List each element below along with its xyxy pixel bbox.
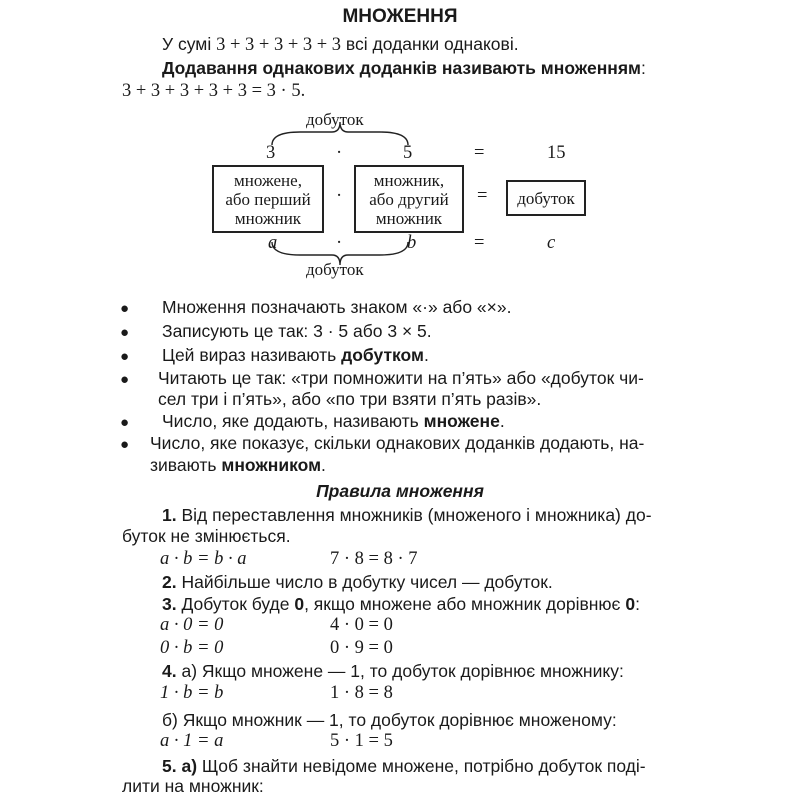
bullet-text-4-line-2: сел три і п’ять», або «по три взяти п’ять разів».	[158, 389, 542, 409]
rule-3-ex1a-text: a · 0 = 0	[160, 615, 224, 635]
rule-1-number: 1.	[162, 505, 177, 525]
bullet-3-post: .	[423, 345, 429, 365]
rule-1-example-b: 7 · 8 = 8 · 7	[330, 549, 418, 569]
multiplicand-box	[212, 165, 324, 233]
rule-3-number: 3.	[162, 594, 177, 614]
bullet-6-post: .	[321, 455, 326, 475]
multiplier-line-3: множник	[375, 208, 443, 228]
bullet-6-bold: множником	[221, 455, 322, 475]
definition-text: Додавання однакових доданків називають множенням	[162, 58, 641, 78]
top-equals: =	[474, 143, 485, 163]
multiplier-line-1: множник,	[373, 170, 445, 190]
bullet-text-5	[162, 411, 505, 432]
bullet-6-pre: зивають	[150, 455, 222, 475]
bullet-5-post: .	[499, 411, 505, 431]
bullet-text-6-line-2	[150, 455, 326, 476]
bottom-b: b	[407, 233, 417, 253]
bullet-5-bold: множене	[423, 411, 500, 431]
multiplicand-line-1: множене,	[234, 170, 302, 190]
bullet-dot-5: ●	[120, 414, 130, 431]
rule-3-example-1a	[160, 615, 223, 636]
rule-1-text-1: Від переставлення множників (множеного і множника) до-	[176, 505, 652, 525]
box-dot: ·	[336, 186, 343, 206]
rule-2	[162, 572, 553, 593]
rule-4-number: 4.	[162, 661, 177, 681]
bullet-text-3	[162, 345, 429, 366]
intro-sum-expression: 3 + 3 + 3 + 3 + 3	[216, 35, 342, 55]
rule-2-number: 2.	[162, 572, 177, 592]
bottom-dot: ·	[336, 233, 343, 253]
definition-colon: :	[641, 58, 646, 78]
rule-5-line-2: лити на множник:	[122, 776, 264, 796]
multiplier-line-2: або другий	[369, 189, 449, 209]
rule-4a-example-b: 1 · 8 = 8	[330, 683, 393, 703]
multiplier-box	[354, 165, 464, 233]
bullet-dot-4: ●	[120, 371, 130, 388]
rule-4b-example-b: 5 · 1 = 5	[330, 731, 393, 751]
bottom-brace-label: добуток	[306, 260, 364, 279]
rule-4b-example-a: a · 1 = a	[160, 731, 224, 751]
multiplicand-line-3: множник	[234, 208, 302, 228]
rule-3	[162, 594, 640, 615]
bottom-a: a	[268, 233, 278, 253]
bottom-c: c	[547, 233, 556, 253]
multiplicand-line-2: або перший	[225, 189, 311, 209]
top-brace-label: добуток	[306, 110, 364, 129]
bullet-5-pre: Число, яке додають, називають	[162, 411, 424, 431]
intro-text-a: У сумі	[162, 34, 217, 54]
rule-3-example-1b: 4 · 0 = 0	[330, 615, 393, 635]
rule-3-example-2a	[160, 638, 223, 659]
rule-4b: б) Якщо множник — 1, то добуток дорівнює множеному:	[162, 710, 617, 730]
rule-3-pre: Добуток буде	[176, 594, 295, 614]
bullet-dot-1: ●	[120, 300, 130, 317]
rule-5-number: 5. а)	[162, 756, 198, 776]
bullet-text-2: Записують це так: 3 · 5 або 3 × 5.	[162, 321, 432, 341]
bullet-dot-3: ●	[120, 348, 130, 365]
intro-equation: 3 + 3 + 3 + 3 + 3 = 3 · 5.	[122, 81, 306, 101]
box-equals: =	[477, 186, 488, 206]
rule-1-line-1	[162, 505, 652, 526]
rule-4a-text: а) Якщо множене — 1, то добуток дорівнює множнику:	[176, 661, 624, 681]
rule-1-example-a: a · b = b · a	[160, 549, 247, 569]
bullet-dot-2: ●	[120, 324, 130, 341]
top-fifteen: 15	[547, 143, 566, 163]
rule-3-end: :	[635, 594, 640, 614]
bullet-text-4-line-1: Читають це так: «три помножити на п’ять» або «добуток чи-	[158, 368, 644, 388]
rules-heading: Правила множення	[316, 481, 484, 501]
rule-3-zero-1: 0	[294, 594, 305, 614]
rule-3-ex2a-text: 0 · b = 0	[160, 638, 224, 658]
rule-2-text: Найбільше число в добутку чисел — добуток.	[176, 572, 553, 592]
rule-3-mid: , якщо множене або множник дорівнює	[304, 594, 626, 614]
rule-3-example-2b: 0 · 9 = 0	[330, 638, 393, 658]
bottom-equals: =	[474, 233, 485, 253]
page-title: МНОЖЕННЯ	[342, 6, 458, 27]
product-box: добуток	[506, 180, 586, 216]
top-five: 5	[403, 143, 413, 163]
rule-5-text-1: Щоб знайти невідоме множене, потрібно добуток поді-	[197, 756, 646, 776]
bullet-text-6-line-1: Число, яке показує, скільки однакових доданків додають, на-	[150, 433, 645, 453]
top-three: 3	[266, 143, 276, 163]
rule-5-line-1	[162, 756, 646, 777]
bullet-dot-6: ●	[120, 436, 130, 453]
bullet-3-pre: Цей вираз називають	[162, 345, 342, 365]
rule-4a-example-a: 1 · b = b	[160, 683, 224, 703]
bullet-text-1: Множення позначають знаком «·» або «×».	[162, 297, 512, 317]
rule-1-line-2: буток не змінюється.	[122, 526, 291, 546]
intro-text-b: всі доданки однакові.	[341, 34, 519, 54]
rule-4a	[162, 661, 624, 682]
bullet-3-bold: добутком	[341, 345, 424, 365]
top-dot: ·	[336, 143, 343, 163]
rule-3-zero-2: 0	[625, 594, 636, 614]
